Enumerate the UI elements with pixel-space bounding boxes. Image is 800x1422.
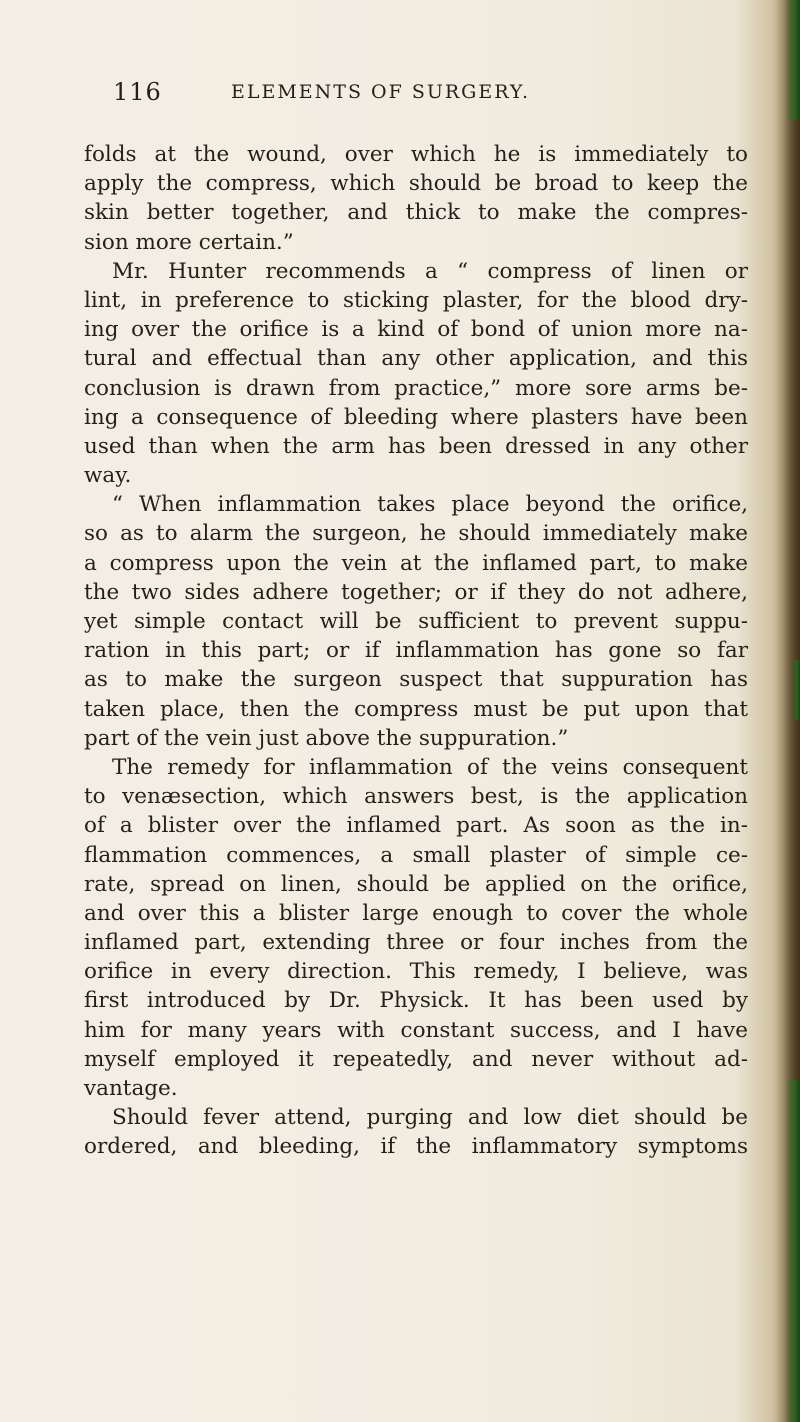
- text-line: Mr. Hunter recommends a “ compress of linen or: [112, 258, 748, 284]
- text-line: part of the vein just above the suppuration.”: [84, 725, 569, 751]
- page-header: [113, 78, 753, 108]
- text-line: used than when the arm has been dressed in any other: [84, 433, 748, 459]
- page-edge-stain-middle: [792, 660, 800, 720]
- text-line: The remedy for inflammation of the veins consequent: [112, 754, 748, 780]
- text-line: way.: [84, 463, 132, 489]
- text-line: “ When inflammation takes place beyond the orifice,: [112, 492, 748, 518]
- text-line: folds at the wound, over which he is immediately to: [84, 142, 748, 167]
- text-line: myself employed it repeatedly, and never without ad-: [84, 1046, 748, 1072]
- text-line: ing a consequence of bleeding where plasters have been: [84, 404, 748, 430]
- text-line: of a blister over the inflamed part. As soon as the in-: [84, 813, 748, 839]
- text-line: vantage.: [84, 1076, 178, 1101]
- text-line: inflamed part, extending three or four inches from the: [84, 930, 748, 956]
- text-line: the two sides adhere together; or if they do not adhere,: [84, 579, 748, 605]
- body-text: [84, 140, 748, 1162]
- text-line: yet simple contact will be sufficient to prevent suppu-: [84, 609, 748, 634]
- text-line: as to make the surgeon suspect that suppuration has: [84, 667, 748, 693]
- text-line: ration in this part; or if inflammation has gone so far: [84, 638, 748, 664]
- text-line: lint, in preference to sticking plaster, for the blood dry-: [84, 287, 748, 313]
- text-line: ordered, and bleeding, if the inflammatory symptoms: [84, 1134, 748, 1160]
- text-line: flammation commences, a small plaster of simple ce-: [84, 842, 748, 868]
- page-edge-stain-bottom: [786, 1080, 800, 1422]
- text-line: so as to alarm the surgeon, he should immediately make: [84, 521, 748, 547]
- text-line: rate, spread on linen, should be applied on the orifice,: [84, 871, 748, 897]
- text-line: skin better together, and thick to make the compres-: [84, 200, 748, 226]
- text-line: him for many years with constant success, and I have: [84, 1017, 748, 1043]
- text-line: sion more certain.”: [84, 229, 294, 255]
- text-line: and over this a blister large enough to cover the whole: [84, 900, 748, 926]
- text-line: tural and effectual than any other application, and this: [84, 346, 748, 372]
- text-line: orifice in every direction. This remedy, I believe, was: [84, 959, 748, 985]
- page-number: 116: [113, 78, 162, 106]
- text-line: taken place, then the compress must be put upon that: [84, 696, 748, 722]
- text-line: ing over the orifice is a kind of bond of union more na-: [84, 317, 748, 343]
- text-line: apply the compress, which should be broad to keep the: [84, 171, 748, 197]
- page-edge-stain-top: [786, 0, 800, 120]
- text-line: a compress upon the vein at the inflamed part, to make: [84, 550, 748, 576]
- text-line: first introduced by Dr. Physick. It has been used by: [84, 988, 748, 1014]
- text-line: Should fever attend, purging and low diet should be: [112, 1105, 748, 1131]
- text-line: conclusion is drawn from practice,” more sore arms be-: [84, 375, 748, 401]
- text-line: to venæsection, which answers best, is the application: [84, 784, 748, 810]
- running-head: ELEMENTS OF SURGERY.: [231, 81, 531, 103]
